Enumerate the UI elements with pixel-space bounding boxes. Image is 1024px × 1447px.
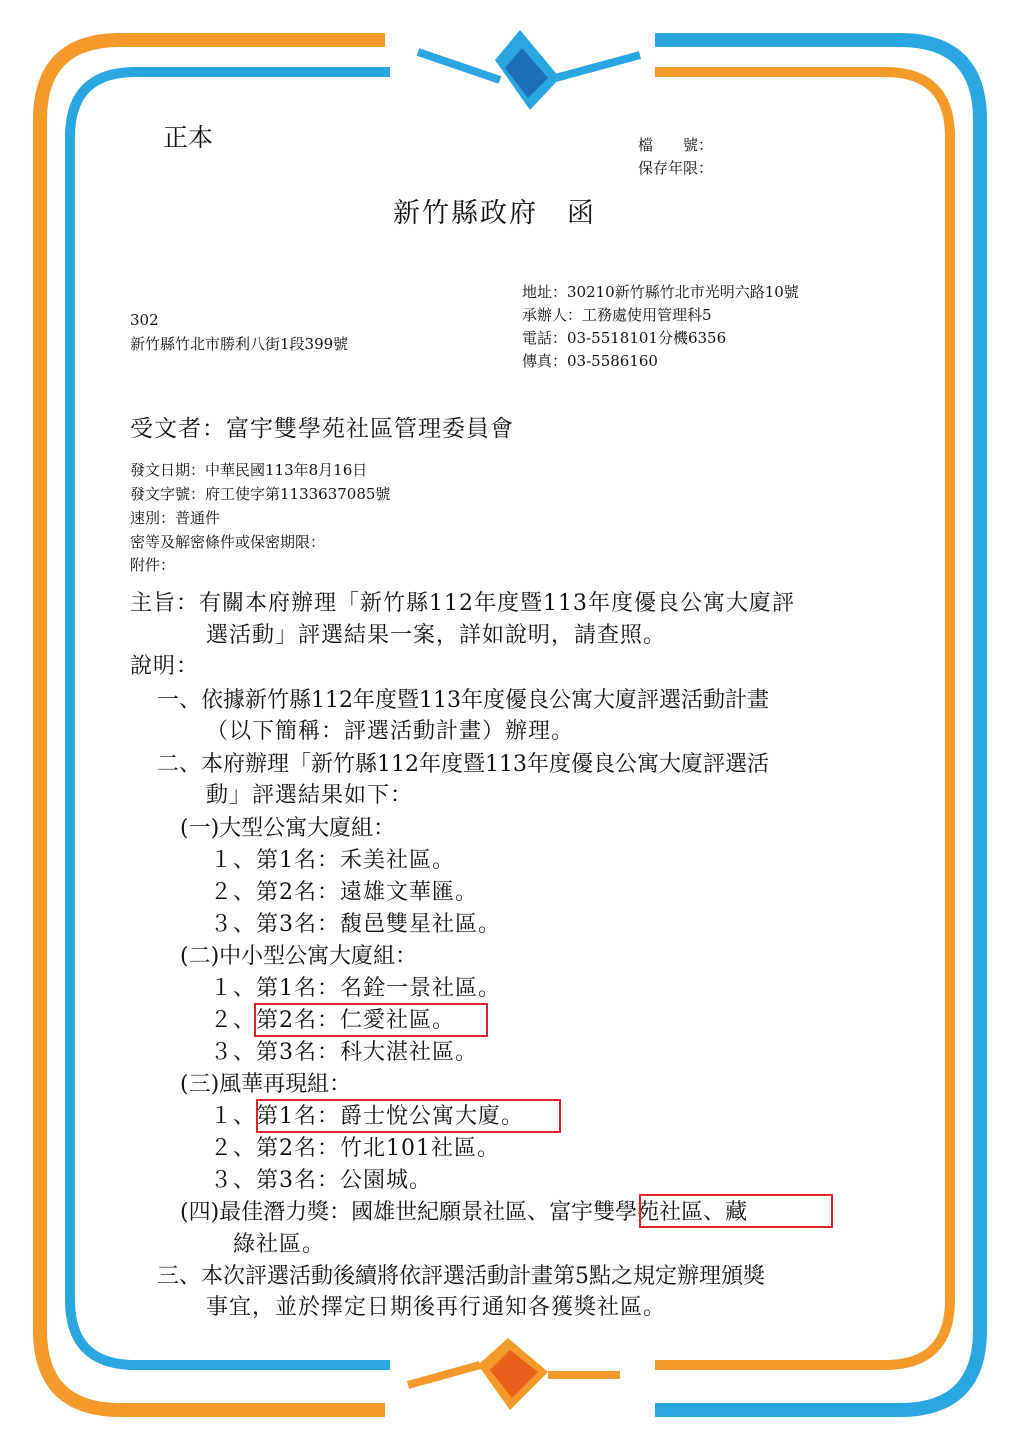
subject-line-1: 主旨：有關本府辦理「新竹縣112年度暨113年度優良公寓大廈評: [130, 591, 795, 616]
attachments: 附件：: [130, 556, 176, 574]
group-1-heading: (一)大型公寓大廈組：: [180, 816, 396, 841]
group-2-rank-2: ２、第2名：仁愛社區。: [210, 1008, 455, 1033]
group-3-rank-1: １、第1名：爵士悅公寓大廈。: [210, 1104, 524, 1129]
document-title: 新竹縣政府 函: [393, 198, 596, 229]
bottom-ornament-line-left: [408, 1365, 480, 1385]
sender-contact-person: 承辦人：工務處使用管理科5: [522, 306, 712, 324]
sender-phone: 電話：03-5518101分機6356: [522, 329, 727, 347]
group-3-rank-2: ２、第2名：竹北101社區。: [210, 1136, 500, 1161]
file-number-label: 檔 號：: [638, 136, 714, 154]
confidentiality: 密等及解密條件或保密期限：: [130, 533, 326, 551]
explanation-label: 說明：: [130, 654, 200, 679]
top-ornament-line-right: [548, 55, 640, 80]
urgency: 速別：普通件: [130, 509, 221, 527]
sender-fax: 傳真：03-5586160: [522, 352, 658, 370]
recipient-address: 新竹縣竹北市勝利八街1段399號: [130, 335, 349, 353]
item-3-line-2: 事宜，並於擇定日期後再行通知各獲獎社區。: [206, 1295, 667, 1320]
group-3-heading: (三)風華再現組：: [180, 1072, 352, 1097]
recipient-postcode: 302: [130, 311, 159, 329]
potential-award-line-1: (四)最佳潛力獎：國雄世紀願景社區、富宇雙學苑社區、藏: [180, 1200, 748, 1225]
item-1-line-2: （以下簡稱：評選活動計畫）辦理。: [206, 719, 575, 744]
sender-address: 地址：30210新竹縣竹北市光明六路10號: [522, 283, 799, 301]
highlight-box-ren-ai: [254, 1003, 488, 1037]
item-1-line-1: 一、依據新竹縣112年度暨113年度優良公寓大廈評選活動計畫: [157, 688, 769, 713]
group-2-rank-1: １、第1名：名銓一景社區。: [210, 976, 501, 1001]
group-1-rank-2: ２、第2名：遠雄文華匯。: [210, 880, 478, 905]
group-1-rank-3: ３、第3名：馥邑雙星社區。: [210, 912, 501, 937]
item-2-line-2: 動」評選結果如下：: [206, 783, 414, 808]
top-ornament-line-left: [418, 52, 500, 80]
addressee: 受文者：富宇雙學苑社區管理委員會: [130, 416, 514, 442]
group-3-rank-3: ３、第3名：公園城。: [210, 1168, 432, 1193]
frame-orange-right: [655, 72, 950, 1365]
highlight-box-fuyu: [639, 1194, 833, 1228]
copy-mark: 正本: [163, 123, 214, 152]
subject-line-2: 選活動」評選結果一案，詳如說明，請查照。: [206, 623, 667, 648]
highlight-box-jazz: [256, 1099, 561, 1133]
group-1-rank-1: １、第1名：禾美社區。: [210, 848, 455, 873]
issue-date: 發文日期：中華民國113年8月16日: [130, 461, 368, 479]
document-number: 發文字號：府工使字第1133637085號: [130, 485, 391, 503]
retention-period-label: 保存年限：: [638, 159, 714, 177]
item-3-line-1: 三、本次評選活動後續將依評選活動計畫第5點之規定辦理頒獎: [157, 1264, 765, 1289]
item-2-line-1: 二、本府辦理「新竹縣112年度暨113年度優良公寓大廈評選活: [157, 752, 769, 777]
potential-award-line-2: 綠社區。: [233, 1232, 326, 1257]
frame-blue-bottom-right: [655, 700, 980, 1410]
group-2-rank-3: ３、第3名：科大湛社區。: [210, 1040, 478, 1065]
group-2-heading: (二)中小型公寓大廈組：: [180, 944, 418, 969]
